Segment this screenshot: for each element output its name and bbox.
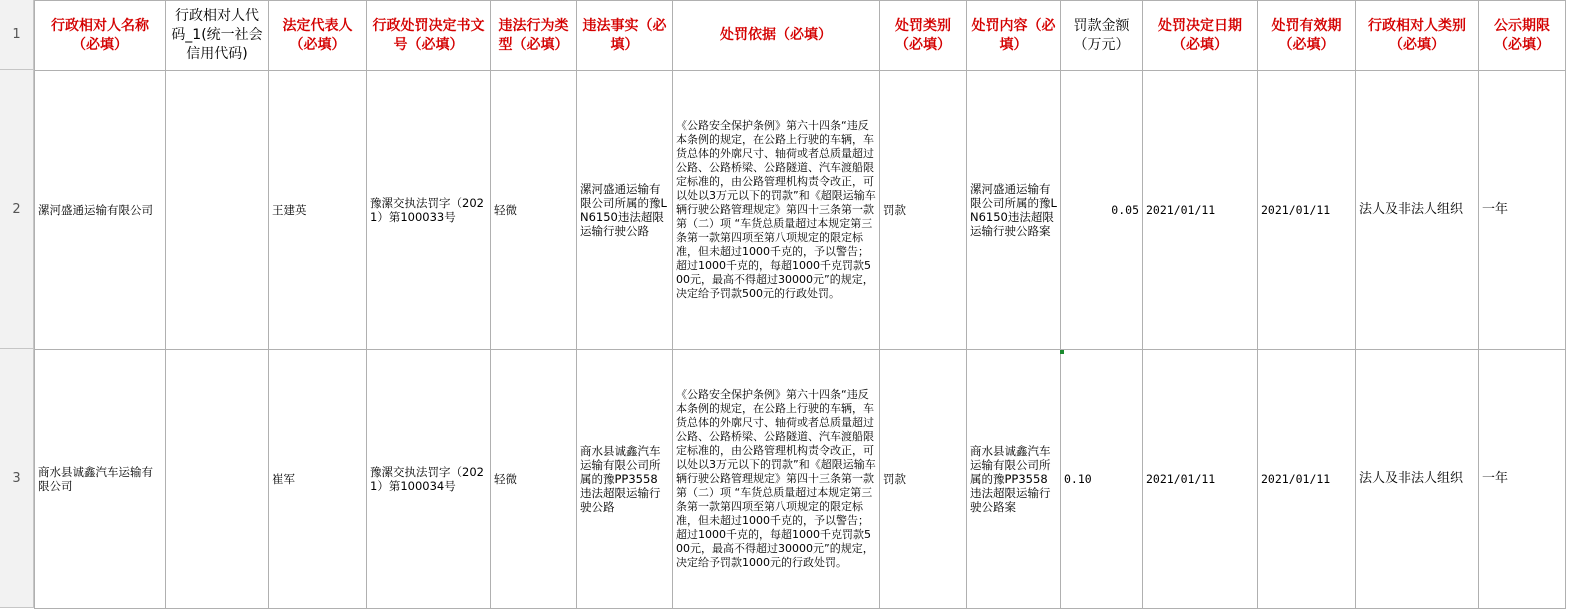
header-row — [35, 1, 1566, 71]
header-cell-facts[interactable]: 违法事实（必填） — [577, 1, 673, 71]
header-cell-legal-rep[interactable]: 法定代表人（必填） — [269, 1, 367, 71]
header-cell-decision-date[interactable]: 处罚决定日期（必填） — [1143, 1, 1258, 71]
row-number: 2 — [12, 201, 21, 217]
row-header-3[interactable] — [0, 349, 34, 608]
row-number: 3 — [12, 470, 21, 486]
cell-party-type[interactable]: 法人及非法人组织 — [1356, 350, 1479, 609]
cell-facts[interactable]: 漯河盛通运输有限公司所属的豫LN6150违法超限运输行驶公路 — [577, 71, 673, 350]
cell-doc-no[interactable]: 豫漯交执法罚字（2021）第100033号 — [367, 71, 491, 350]
cell-content[interactable]: 漯河盛通运输有限公司所属的豫LN6150违法超限运输行驶公路案 — [967, 71, 1061, 350]
cell-valid-date[interactable]: 2021/01/11 — [1258, 71, 1356, 350]
error-indicator-icon[interactable] — [1060, 350, 1064, 354]
cell-legal-rep[interactable]: 崔军 — [269, 350, 367, 609]
cell-amount[interactable]: 0.05 — [1061, 71, 1143, 350]
cell-name[interactable]: 商水县诚鑫汽车运输有限公司 — [35, 350, 166, 609]
cell-period[interactable]: 一年 — [1479, 71, 1566, 350]
cell-category[interactable]: 罚款 — [880, 350, 967, 609]
cell-decision-date[interactable]: 2021/01/11 — [1143, 71, 1258, 350]
table-row — [35, 350, 1566, 609]
cell-facts[interactable]: 商水县诚鑫汽车运输有限公司所属的豫PP3558违法超限运输行驶公路 — [577, 350, 673, 609]
cell-violation-type[interactable]: 轻微 — [491, 350, 577, 609]
cell-period[interactable]: 一年 — [1479, 350, 1566, 609]
header-cell-party-type[interactable]: 行政相对人类别（必填） — [1356, 1, 1479, 71]
header-cell-amount[interactable]: 罚款金额（万元） — [1061, 1, 1143, 71]
header-cell-name[interactable]: 行政相对人名称（必填） — [35, 1, 166, 71]
cell-valid-date[interactable]: 2021/01/11 — [1258, 350, 1356, 609]
cell-violation-type[interactable]: 轻微 — [491, 71, 577, 350]
header-cell-valid-date[interactable]: 处罚有效期（必填） — [1258, 1, 1356, 71]
cell-decision-date[interactable]: 2021/01/11 — [1143, 350, 1258, 609]
cell-legal-rep[interactable]: 王建英 — [269, 71, 367, 350]
header-cell-doc-no[interactable]: 行政处罚决定书文号（必填） — [367, 1, 491, 71]
header-cell-code[interactable]: 行政相对人代码_1(统一社会信用代码) — [166, 1, 269, 71]
data-table — [34, 0, 1566, 609]
cell-amount[interactable]: 0.10 — [1061, 350, 1143, 609]
row-header-1[interactable] — [0, 0, 34, 70]
header-cell-basis[interactable]: 处罚依据（必填） — [673, 1, 880, 71]
cell-content[interactable]: 商水县诚鑫汽车运输有限公司所属的豫PP3558违法超限运输行驶公路案 — [967, 350, 1061, 609]
header-cell-content[interactable]: 处罚内容（必填） — [967, 1, 1061, 71]
row-header-2[interactable] — [0, 70, 34, 349]
cell-basis[interactable]: 《公路安全保护条例》第六十四条“违反本条例的规定，在公路上行驶的车辆，车货总体的外廓尺寸、轴荷或者总质量超过公路、公路桥梁、公路隧道、汽车渡船限定标准的，由公路管理机构责令改正，可以处以3万元以下的罚款”和《超限运输车辆行驶公路管理规定》第四十三条第一款第（二）项 “车货总质量超过本规定第三条第一款第四项至第八项规定的限定标准，但未超过1000千克的，予以警告；超过1000千克的，每超1000千克罚款500元，最高不得超过30000元”的规定，决定给予罚款500元的行政处罚。 — [673, 71, 880, 350]
row-number: 1 — [12, 27, 21, 42]
cell-code[interactable] — [166, 71, 269, 350]
header-cell-period[interactable]: 公示期限（必填） — [1479, 1, 1566, 71]
table-row — [35, 71, 1566, 350]
cell-name[interactable]: 漯河盛通运输有限公司 — [35, 71, 166, 350]
cell-basis[interactable]: 《公路安全保护条例》第六十四条“违反本条例的规定，在公路上行驶的车辆，车货总体的外廓尺寸、轴荷或者总质量超过公路、公路桥梁、公路隧道、汽车渡船限定标准的，由公路管理机构责令改正，可以处以3万元以下的罚款”和《超限运输车辆行驶公路管理规定》第四十三条第一款第（二）项 “车货总质量超过本规定第三条第一款第四项至第八项规定的限定标准，但未超过1000千克的，予以警告；超过1000千克的，每超1000千克罚款500元，最高不得超过30000元”的规定，决定给予罚款1000元的行政处罚。 — [673, 350, 880, 609]
cell-doc-no[interactable]: 豫漯交执法罚字（2021）第100034号 — [367, 350, 491, 609]
header-cell-violation-type[interactable]: 违法行为类型（必填） — [491, 1, 577, 71]
header-cell-category[interactable]: 处罚类别（必填） — [880, 1, 967, 71]
cell-party-type[interactable]: 法人及非法人组织 — [1356, 71, 1479, 350]
cell-category[interactable]: 罚款 — [880, 71, 967, 350]
cell-code[interactable] — [166, 350, 269, 609]
